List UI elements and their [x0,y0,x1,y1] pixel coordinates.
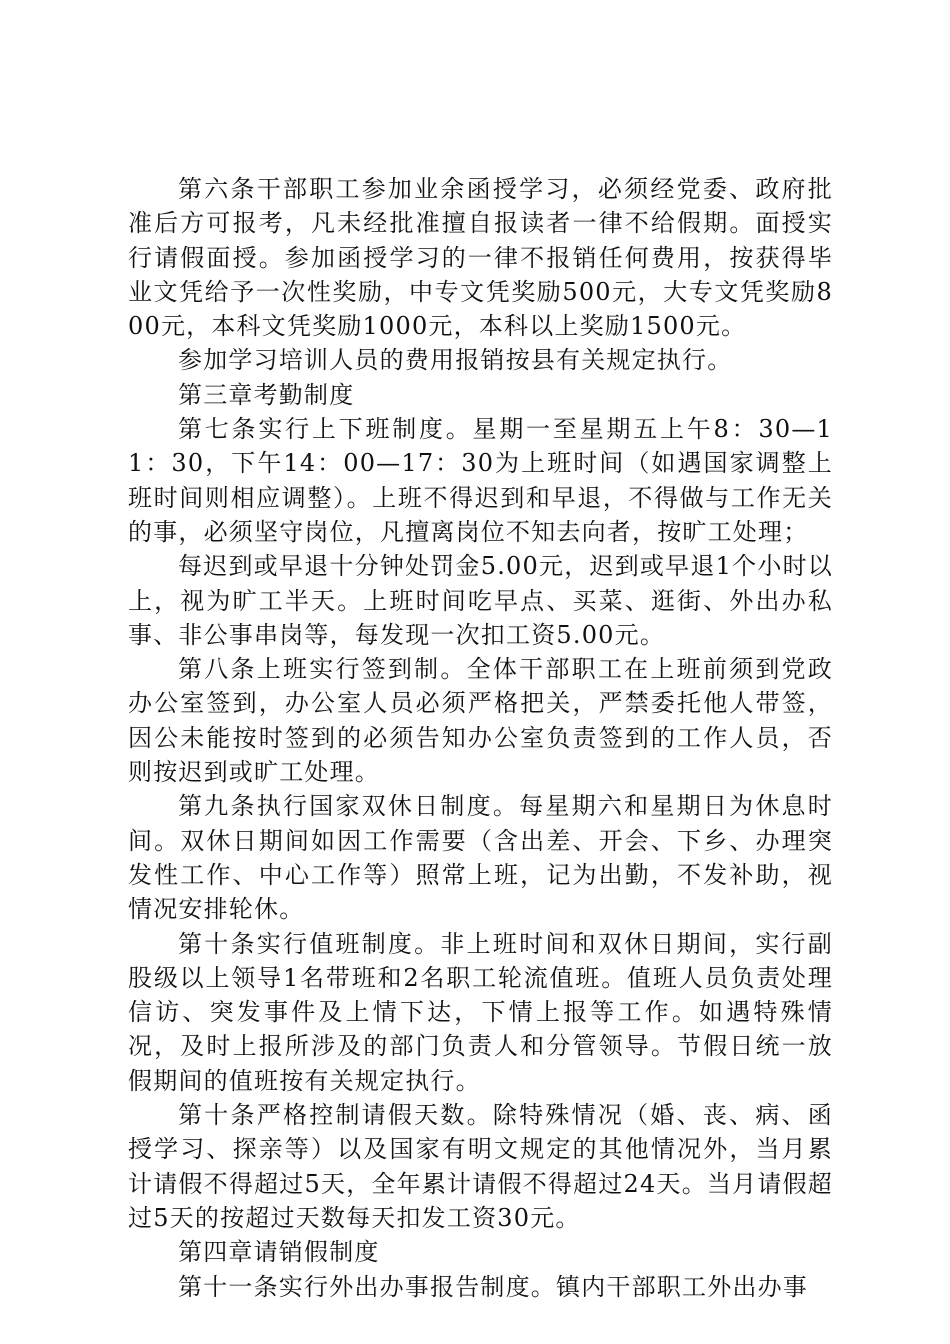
paragraph-article-6: 第六条干部职工参加业余函授学习，必须经党委、政府批准后方可报考，凡未经批准擅自报读者一律不给假期。面授实行请假面授。参加函授学习的一律不报销任何费用，按获得毕业文凭给予一次性奖励，中专文凭奖励500元，大专文凭奖励800元，本科文凭奖励1000元，本科以上奖励1500元。 [128,175,833,341]
paragraph-lateness-penalty: 每迟到或早退十分钟处罚金5.00元，迟到或早退1个小时以上，视为旷工半天。上班时间吃早点、买菜、逛街、外出办私事、非公事串岗等，每发现一次扣工资5.00元。 [128,552,833,649]
paragraph-article-10-duty: 第十条实行值班制度。非上班时间和双休日期间，实行副股级以上领导1名带班和2名职工轮流值班。值班人员负责处理信访、突发事件及上情下达，下情上报等工作。如遇特殊情况，及时上报所涉及的部门负责人和分管领导。节假日统一放假期间的值班按有关规定执行。 [128,929,833,1095]
chapter-heading-4: 第四章请销假制度 [178,1238,380,1267]
chapter-heading-3: 第三章考勤制度 [178,380,355,409]
paragraph-article-7: 第七条实行上下班制度。星期一至星期五上午8：30—11：30，下午14：00—17：30为上班时间（如遇国家调整上班时间则相应调整）。上班不得迟到和早退，不得做与工作无关的事，必须坚守岗位，凡擅离岗位不知去向者，按旷工处理； [128,415,833,546]
paragraph-article-10-leave: 第十条严格控制请假天数。除特殊情况（婚、丧、病、函授学习、探亲等）以及国家有明文规定的其他情况外，当月累计请假不得超过5天，全年累计请假不得超过24天。当月请假超过5天的按超过天数每天扣发工资30元。 [128,1101,833,1232]
paragraph-article-8: 第八条上班实行签到制。全体干部职工在上班前须到党政办公室签到，办公室人员必须严格把关，严禁委托他人带签，因公未能按时签到的必须告知办公室负责签到的工作人员，否则按迟到或旷工处理。 [128,655,833,787]
document-body [128,172,833,1304]
paragraph-article-11: 第十一条实行外出办事报告制度。镇内干部职工外出办事 [178,1272,808,1301]
paragraph-article-9: 第九条执行国家双休日制度。每星期六和星期日为休息时间。双休日期间如因工作需要（含出差、开会、下乡、办理突发性工作、中心工作等）照常上班，记为出勤，不发补助，视情况安排轮休。 [128,792,833,924]
paragraph-training-expenses: 参加学习培训人员的费用报销按县有关规定执行。 [178,346,733,375]
